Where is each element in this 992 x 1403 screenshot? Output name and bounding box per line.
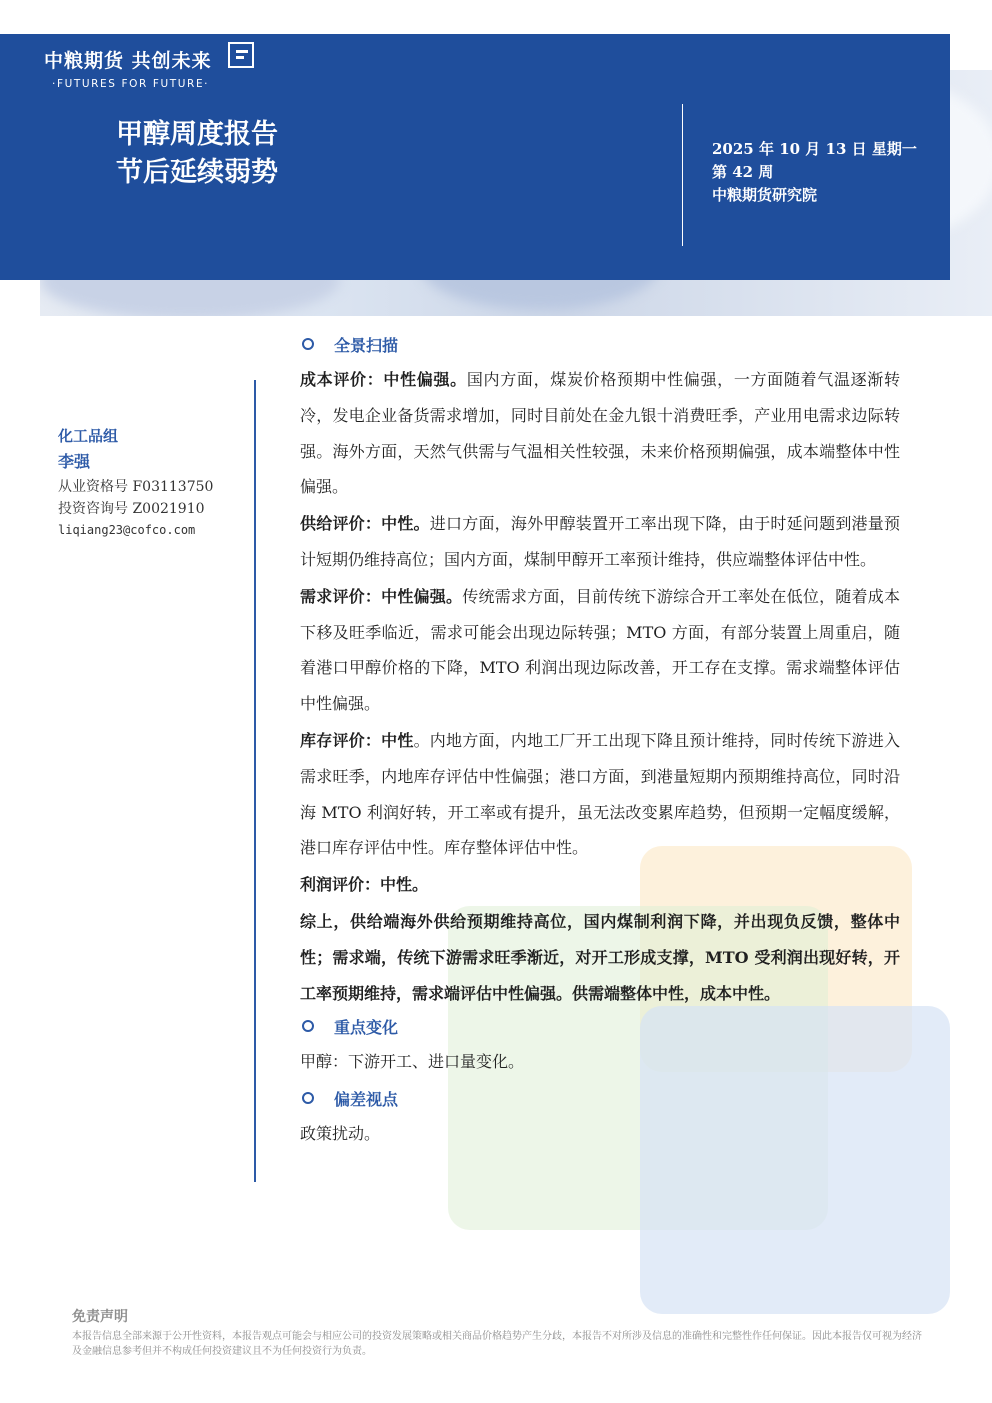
author-name: 李强 <box>58 452 91 471</box>
report-date: 2025 年 10 月 13 日 星期一 <box>712 140 917 158</box>
author-card <box>58 424 213 540</box>
report-title-sub: 节后延续弱势 <box>116 157 278 188</box>
main-content <box>300 330 900 1156</box>
author-group: 化工品组 <box>58 427 119 445</box>
author-qualification: 从业资格号 F03113750 <box>58 479 214 495</box>
logo-mark-icon <box>228 42 254 68</box>
profit-evaluation <box>300 867 900 903</box>
section-overview-header <box>300 330 900 358</box>
demand-label: 需求评价：中性偏强。 <box>300 586 463 606</box>
demand-text: 传统需求方面，目前传统下游综合开工率处在低位，随着成本下移及旺季临近，需求可能会出现边际转强；MTO 方面，有部分装置上周重启，随着港口甲醇价格的下降，MTO 利润出现边际改善，开工存在支撑。需求端整体评估中性偏强。 <box>300 586 900 714</box>
report-week: 第 42 周 <box>712 163 774 181</box>
section-deviation-header <box>300 1084 900 1112</box>
logo-slogan-cn: 中粮期货 共创未来 <box>44 50 212 72</box>
cost-evaluation <box>300 362 900 505</box>
sidebar-divider <box>254 380 256 1182</box>
logo-slogan-en: ·FUTURES FOR FUTURE· <box>52 78 210 90</box>
section-overview-title: 全景扫描 <box>334 335 399 355</box>
report-meta <box>712 138 917 207</box>
section-deviation-title: 偏差视点 <box>334 1089 399 1109</box>
key-change-text: 甲醇：下游开工、进口量变化。 <box>300 1052 525 1072</box>
author-consulting-number: 投资咨询号 Z0021910 <box>58 501 205 517</box>
demand-evaluation <box>300 579 900 722</box>
supply-evaluation <box>300 506 900 578</box>
section-bullet-icon <box>302 1092 314 1104</box>
disclaimer <box>72 1306 928 1359</box>
inventory-label: 库存评价：中性 <box>300 730 414 750</box>
section-key-change-title: 重点变化 <box>334 1017 399 1037</box>
report-title-main: 甲醇周度报告 <box>116 119 278 150</box>
cost-text: 国内方面，煤炭价格预期中性偏强，一方面随着气温逐渐转冷，发电企业备货需求增加，同时目前处在金九银十消费旺季，产业用电需求边际转强。海外方面，天然气供需与气温相关性较强，未来价格预期偏强，成本端整体中性偏强。 <box>300 370 900 497</box>
section-bullet-icon <box>302 338 314 350</box>
company-logo <box>44 46 212 90</box>
inventory-text: 。内地方面，内地工厂开工出现下降且预计维持，同时传统下游进入需求旺季，内地库存评估中性偏强；港口方面，到港量短期内预期维持高位，同时沿海 MTO 利润好转，开工率或有提升，虽无法改变累库趋势，但预期一定幅度缓解，港口库存评估中性。库存整体评估中性。 <box>300 730 900 858</box>
supply-label: 供给评价：中性。 <box>300 514 430 534</box>
header-divider <box>682 104 683 246</box>
author-email[interactable]: liqiang23@cofco.com <box>58 523 196 537</box>
section-key-change-header <box>300 1012 900 1040</box>
disclaimer-text: 本报告信息全部来源于公开性资料，本报告观点可能会与相应公司的投资发展策略或相关商品价格趋势产生分歧，本报告不对所涉及信息的准确性和完整性作任何保证。因此本报告仅可视为经济及金融信息参考但并不构成任何投资建议且不为任何投资行为负责。 <box>72 1331 922 1357</box>
section-bullet-icon <box>302 1020 314 1032</box>
profit-label: 利润评价：中性。 <box>300 875 429 895</box>
deviation-text: 政策扰动。 <box>300 1124 381 1144</box>
overview-summary: 综上，供给端海外供给预期维持高位，国内煤制利润下降，并出现负反馈，整体中性；需求端，传统下游需求旺季渐近，对开工形成支撑，MTO 受利润出现好转，开工率预期维持，需求端评估中性偏强。供需端整体中性，成本中性。 <box>300 911 900 1003</box>
disclaimer-title: 免责声明 <box>72 1309 128 1325</box>
cost-label: 成本评价：中性偏强。 <box>300 370 467 389</box>
inventory-evaluation <box>300 723 900 866</box>
supply-text: 进口方面，海外甲醇装置开工率出现下降，由于时延问题到港量预计短期仍维持高位；国内方面，煤制甲醇开工率预计维持，供应端整体评估中性。 <box>300 514 900 569</box>
report-title <box>116 116 278 192</box>
report-institute: 中粮期货研究院 <box>712 186 818 204</box>
